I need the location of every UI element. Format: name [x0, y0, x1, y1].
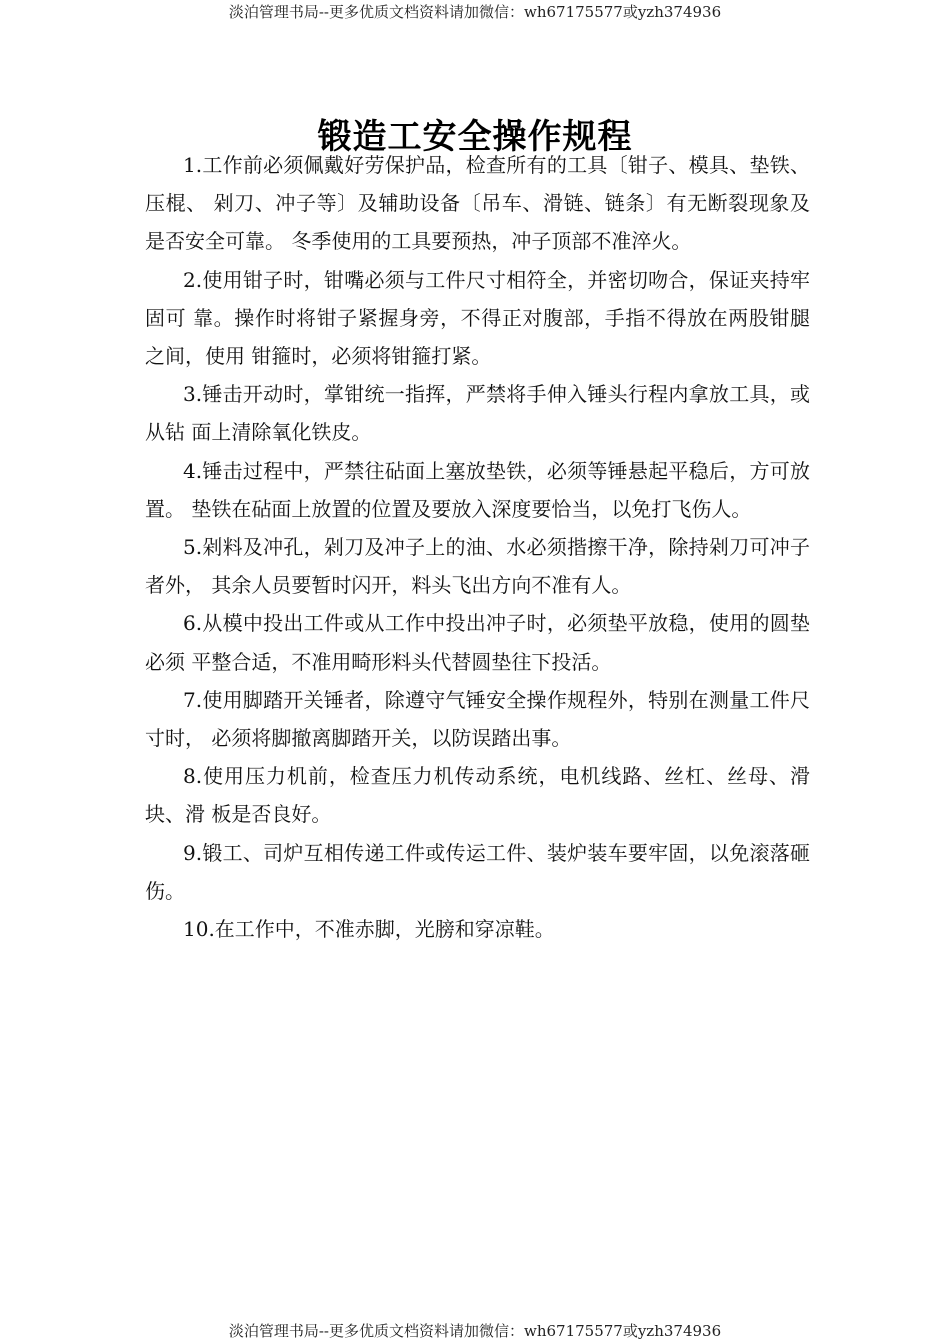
rule-paragraph-3: 3.锤击开动时，掌钳统一指挥，严禁将手伸入锤头行程内拿放工具，或从钻 面上清除氧化铁皮。	[145, 382, 810, 445]
page-header-watermark: 淡泊管理书局--更多优质文档资料请加微信：wh67175577或yzh374936	[228, 3, 722, 21]
rule-paragraph-9: 9.锻工、司炉互相传递工件或传运工件、装炉装车要牢固，以免滚落砸伤。	[145, 840, 810, 903]
rule-paragraph-1: 1.工作前必须佩戴好劳保护品，检查所有的工具〔钳子、模具、垫铁、压棍、 剁刀、冲子等〕及辅助设备〔吊车、滑链、链条〕有无断裂现象及是否安全可靠。 冬季使用的工具要预热，冲子顶部不准淬火。	[145, 153, 810, 254]
page-footer-watermark: 淡泊管理书局--更多优质文档资料请加微信：wh67175577或yzh374936	[228, 1322, 722, 1340]
rule-paragraph-4: 4.锤击过程中，严禁往砧面上塞放垫铁，必须等锤悬起平稳后，方可放置。 垫铁在砧面上放置的位置及要放入深度要恰当，以免打飞伤人。	[145, 458, 810, 521]
document-body	[145, 146, 810, 948]
rule-paragraph-10: 10.在工作中，不准赤脚，光膀和穿凉鞋。	[183, 917, 555, 942]
rule-paragraph-7: 7.使用脚踏开关锤者，除遵守气锤安全操作规程外，特别在测量工件尺寸时， 必须将脚撤离脚踏开关，以防误踏出事。	[145, 687, 810, 751]
document-title: 锻造工安全操作规程	[317, 116, 633, 157]
rule-paragraph-8: 8.使用压力机前，检查压力机传动系统，电机线路、丝杠、丝母、滑块、滑 板是否良好。	[145, 764, 810, 827]
rule-paragraph-5: 5.剁料及冲孔，剁刀及冲子上的油、水必须揩擦干净，除持剁刀可冲子者外， 其余人员要暂时闪开，料头飞出方向不准有人。	[145, 535, 810, 598]
rule-paragraph-6: 6.从模中投出工件或从工作中投出冲子时，必须垫平放稳，使用的圆垫必须 平整合适，不准用畸形料头代替圆垫往下投活。	[145, 611, 810, 674]
rule-paragraph-2: 2.使用钳子时，钳嘴必须与工件尺寸相符全，并密切吻合，保证夹持牢固可 靠。操作时将钳子紧握身旁，不得正对腹部，手指不得放在两股钳腿之间，使用 钳箍时，必须将钳箍打紧。	[145, 267, 810, 369]
